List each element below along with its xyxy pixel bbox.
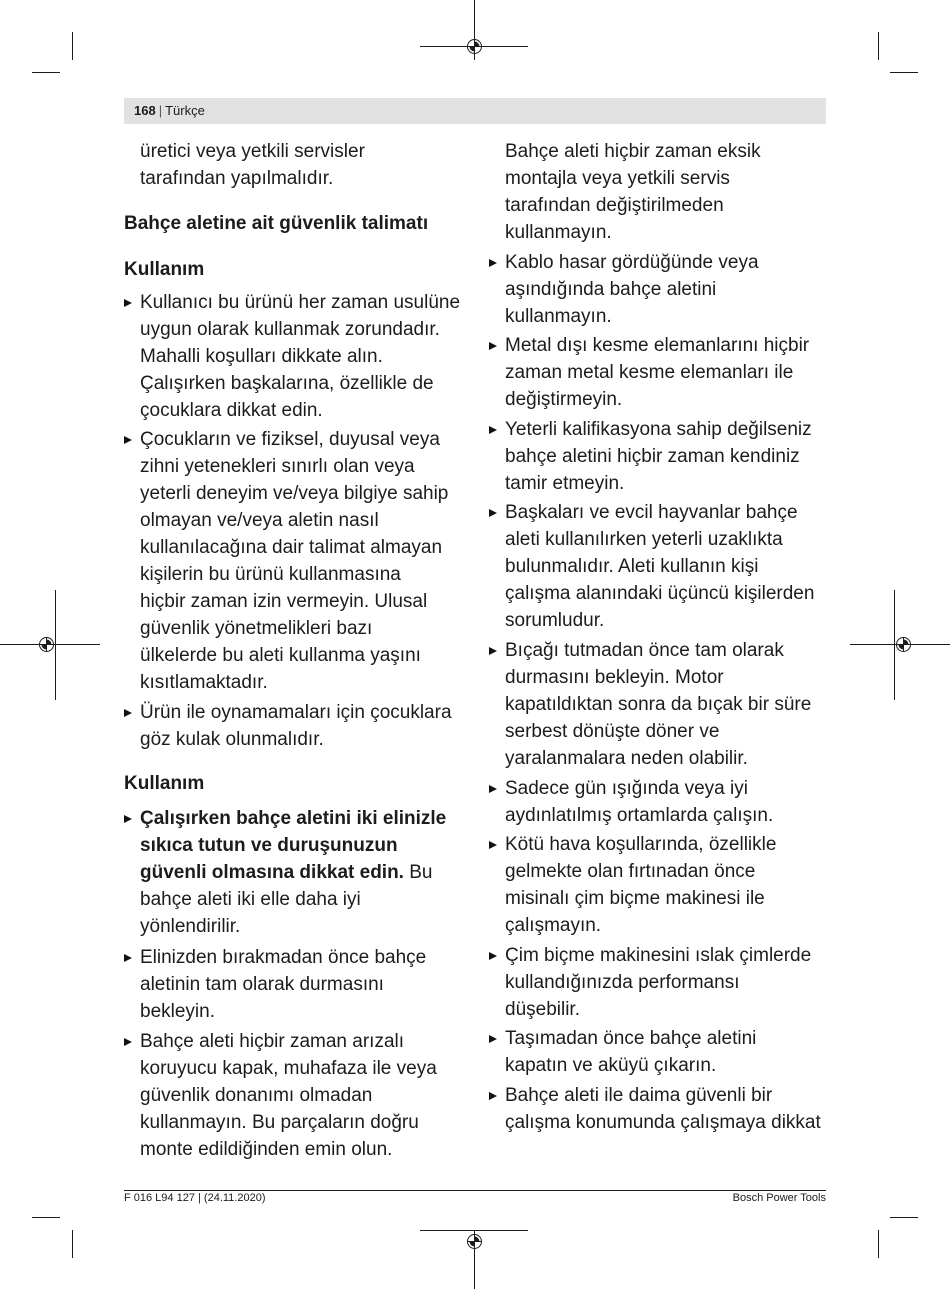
text-line: çalışma konumunda çalışmaya dikkat (505, 1111, 821, 1133)
text-line: bahçe aletini hiçbir zaman kendiniz (505, 445, 800, 467)
list-item (124, 1028, 464, 1163)
list-item (124, 426, 464, 696)
bullet-triangle-icon (124, 709, 132, 717)
text-line: Sadece gün ışığında veya iyi (505, 777, 748, 799)
header-language: Türkçe (165, 103, 205, 118)
text-line: çalışmayın. (505, 914, 602, 936)
text-line: olmayan ve/veya aletin nasıl (140, 509, 379, 531)
paragraph (489, 138, 829, 246)
text-line: Kablo hasar gördüğünde veya (505, 251, 759, 273)
text-line: tarafından değiştirilmeden (505, 194, 724, 216)
text-line: Metal dışı kesme elemanlarını hiçbir (505, 334, 810, 356)
text-line: montajla veya yetkili servis (505, 167, 730, 189)
text-line: Çocukların ve fiziksel, duyusal veya (140, 428, 440, 450)
text-line: bulunmalıdır. Aleti kullanın kişi (505, 555, 759, 577)
bullet-triangle-icon (124, 815, 132, 823)
text-line: aşındığında bahçe aletini (505, 278, 717, 300)
text-line: Yeterli kalifikasyona sahip değilseniz (505, 418, 812, 440)
bullet-triangle-icon (489, 342, 497, 350)
bullet-triangle-icon (489, 259, 497, 267)
text-line: Çim biçme makinesini ıslak çimlerde (505, 944, 812, 966)
text-line: Bıçağı tutmadan önce tam olarak (505, 639, 784, 661)
bullet-triangle-icon (489, 1035, 497, 1043)
text-line (140, 832, 464, 859)
text-line: Mahalli koşulları dikkate alın. (140, 345, 383, 367)
footer-document-code: F 016 L94 127 | (24.11.2020) (124, 1192, 266, 1204)
text-line: uygun olarak kullanmak zorundadır. (140, 318, 440, 340)
text-line: bahçe aleti iki elle daha iyi (140, 888, 361, 910)
text-line: aydınlatılmış ortamlarda çalışın. (505, 804, 774, 826)
text-line: kısıtlamaktadır. (140, 671, 268, 693)
text-line: sorumludur. (505, 609, 605, 631)
text-line: serbest dönüşte döner ve (505, 720, 720, 742)
section-heading: Bahçe aletine ait güvenlik talimatı (124, 212, 429, 234)
text-line: güvenlik donanımı olmadan (140, 1084, 373, 1106)
list-item (489, 499, 829, 634)
text-line: gelmekte olan fırtınadan önce (505, 860, 756, 882)
emphasis-text: Çalışırken bahçe aletini iki elinizle (140, 807, 447, 829)
text-line: kullanmayın. Bu parçaların doğru (140, 1111, 419, 1133)
list-item (489, 416, 829, 497)
text-line: Ürün ile oynamamaları için çocuklara (140, 701, 452, 723)
text-line: zihni yetenekleri sınırlı olan veya (140, 455, 415, 477)
text-line: aletinin tam olarak durmasını (140, 973, 384, 995)
text-line: monte edildiğinden emin olun. (140, 1138, 393, 1160)
list-item (124, 699, 464, 753)
bullet-triangle-icon (124, 436, 132, 444)
list-item (489, 831, 829, 939)
text-line: güvenlik yönetmelikleri bazı (140, 617, 373, 639)
text-line: Bahçe aleti hiçbir zaman eksik (505, 140, 761, 162)
text-line: göz kulak olunmalıdır. (140, 728, 324, 750)
text-run: Bu (403, 861, 433, 883)
list-item (489, 249, 829, 330)
text-line: Başkaları ve evcil hayvanlar bahçe (505, 501, 798, 523)
bullet-triangle-icon (489, 1092, 497, 1100)
registration-mark (468, 40, 482, 54)
page-header (124, 98, 826, 124)
text-line: düşebilir. (505, 998, 580, 1020)
text-line: zaman metal kesme elemanları ile (505, 361, 794, 383)
text-line: üretici veya yetkili servisler (140, 140, 365, 162)
list-item (489, 1082, 829, 1136)
text-line: durmasını bekleyin. Motor (505, 666, 724, 688)
registration-mark (897, 638, 911, 652)
text-line (140, 805, 464, 832)
list-item (489, 775, 829, 829)
bullet-triangle-icon (124, 954, 132, 962)
text-line: koruyucu kapak, muhafaza ile veya (140, 1057, 437, 1079)
text-line: kapatın ve aküyü çıkarın. (505, 1054, 717, 1076)
text-line: çalışma alanındaki üçüncü kişilerden (505, 582, 815, 604)
text-line: misinalı çim biçme makinesi ile (505, 887, 765, 909)
text-line: tarafından yapılmalıdır. (140, 167, 334, 189)
bullet-triangle-icon (124, 299, 132, 307)
text-line: yaralanmalara neden olabilir. (505, 747, 748, 769)
paragraph (124, 138, 464, 192)
text-line: hiçbir zaman izin vermeyin. Ulusal (140, 590, 428, 612)
text-line: Bahçe aleti hiçbir zaman arızalı (140, 1030, 405, 1052)
text-line (140, 859, 464, 886)
text-line: Çalışırken başkalarına, özellikle de (140, 372, 434, 394)
emphasis-text: güvenli olmasına dikkat edin. (140, 861, 404, 883)
emphasis-text: sıkıca tutun ve duruşunuzun (140, 834, 398, 856)
section-heading: Kullanım (124, 772, 205, 794)
text-line: aleti kullanılırken yeterli uzaklıkta (505, 528, 783, 550)
text-line: yeterli deneyim ve/veya bilgiye sahip (140, 482, 449, 504)
bullet-triangle-icon (124, 1038, 132, 1046)
list-item (124, 289, 464, 424)
text-line: yönlendirilir. (140, 915, 241, 937)
right-column (489, 138, 829, 1136)
list-item (489, 942, 829, 1023)
section-heading: Kullanım (124, 258, 205, 280)
bullet-triangle-icon (489, 426, 497, 434)
left-column (124, 138, 464, 1163)
list-item (124, 805, 464, 940)
bullet-triangle-icon (489, 841, 497, 849)
bullet-triangle-icon (489, 509, 497, 517)
text-line: bekleyin. (140, 1000, 215, 1022)
text-line: ülkelerde bu aleti kullanma yaşını (140, 644, 421, 666)
text-line: kullanmayın. (505, 305, 612, 327)
bullet-triangle-icon (489, 647, 497, 655)
registration-mark (40, 638, 54, 652)
list-item (124, 944, 464, 1025)
text-line: kapatıldıktan sonra da bıçak bir süre (505, 693, 812, 715)
text-line: çocuklara dikkat edin. (140, 399, 323, 421)
list-item (489, 637, 829, 772)
list-item (489, 332, 829, 413)
text-line: değiştirmeyin. (505, 388, 623, 410)
header-separator: | (158, 103, 163, 118)
text-line: kullandığınızda performansı (505, 971, 740, 993)
text-line: Taşımadan önce bahçe aletini (505, 1027, 757, 1049)
text-line: Kötü hava koşullarında, özellikle (505, 833, 777, 855)
list-item (489, 1025, 829, 1079)
text-line: Elinizden bırakmadan önce bahçe (140, 946, 427, 968)
footer-brand: Bosch Power Tools (732, 1192, 826, 1204)
page-number: 168 (134, 103, 156, 118)
text-line: Bahçe aleti ile daima güvenli bir (505, 1084, 773, 1106)
text-line: tamir etmeyin. (505, 472, 625, 494)
bullet-triangle-icon (489, 952, 497, 960)
text-line: Kullanıcı bu ürünü her zaman usulüne (140, 291, 461, 313)
registration-mark (468, 1235, 482, 1249)
text-line: kullanılacağına dair talimat almayan (140, 536, 443, 558)
text-line: kullanmayın. (505, 221, 612, 243)
bullet-triangle-icon (489, 785, 497, 793)
text-line: kişilerin bu ürünü kullanmasına (140, 563, 401, 585)
